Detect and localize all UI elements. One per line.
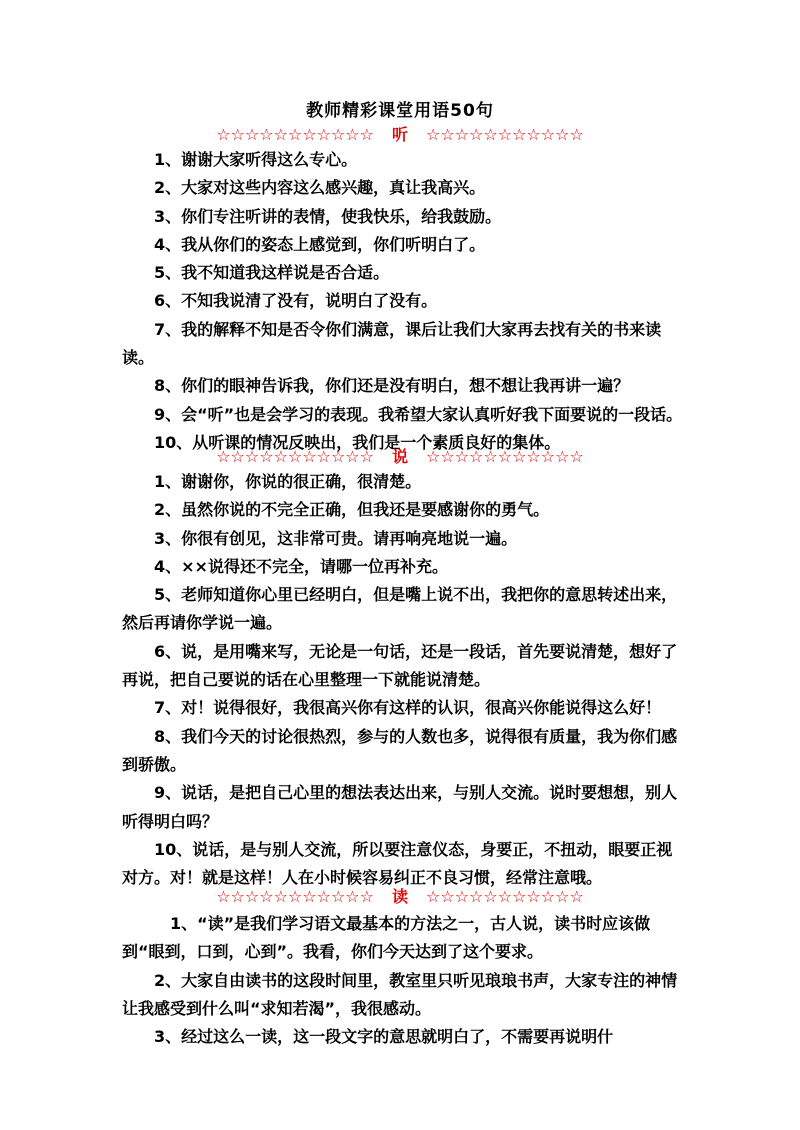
list-item: 5、我不知道我这样说是否合适。 <box>154 263 390 283</box>
list-item: 7、对！说得很好，我很高兴你有这样的认识，很高兴你能说得这么好！ <box>154 698 662 718</box>
section-header-speak <box>0 444 800 467</box>
list-item: 2、大家对这些内容这么感兴趣，真让我高兴。 <box>154 178 486 198</box>
section-body-speak <box>122 468 688 892</box>
list-item: 8、我们今天的讨论很热烈，参与的人数也多，说得很有质量，我为你们感到骄傲。 <box>122 726 678 774</box>
list-item: 8、你们的眼神告诉我，你们还是没有明白，想不想让我再讲一遍？ <box>154 376 630 396</box>
list-item: 9、说话，是把自己心里的想法表达出来，与别人交流。说时要想想，别人听得明白吗？ <box>122 783 678 831</box>
document-title: 教师精彩课堂用语50句 <box>306 101 494 121</box>
list-item: 4、××说得还不完全，请哪一位再补充。 <box>154 556 448 576</box>
stars-left: ☆☆☆☆☆☆☆☆☆☆☆ <box>216 887 374 906</box>
list-item: 5、老师知道你心里已经明白，但是嘴上说不出，我把你的意思转述出来，然后再请你学说一遍。 <box>122 585 678 633</box>
section-body-read <box>122 910 688 1051</box>
list-item: 10、说话，是与别人交流，所以要注意仪态，身要正，不扭动，眼要正视对方。对！就是这样！人在小时候容易纠正不良习惯，经常注意哦。 <box>122 839 673 888</box>
list-item: 3、你很有创见，这非常可贵。请再响亮地说一遍。 <box>154 528 518 548</box>
section-header-listen <box>0 122 800 145</box>
list-item: 2、虽然你说的不完全正确，但我还是要感谢你的勇气。 <box>154 500 550 520</box>
stars-right: ☆☆☆☆☆☆☆☆☆☆☆ <box>426 887 584 906</box>
section-name: 读 <box>391 887 408 906</box>
list-item: 6、不知我说清了没有，说明白了没有。 <box>154 291 438 311</box>
list-item: 3、经过这么一读，这一段文字的意思就明白了，不需要再说明什 <box>154 1027 614 1047</box>
list-item: 1、“读”是我们学习语文最基本的方法之一，古人说，读书时应该做到“眼到，口到，心到”。我看，你们今天达到了这个要求。 <box>122 914 651 962</box>
stars-left: ☆☆☆☆☆☆☆☆☆☆☆ <box>216 125 374 144</box>
section-name: 说 <box>391 447 408 466</box>
list-item: 1、谢谢大家听得这么专心。 <box>154 150 358 169</box>
stars-right: ☆☆☆☆☆☆☆☆☆☆☆ <box>426 447 584 466</box>
list-item: 9、会“听”也是会学习的表现。我希望大家认真听好我下面要说的一段话。 <box>154 404 683 424</box>
list-item: 1、谢谢你，你说的很正确，很清楚。 <box>154 472 422 491</box>
section-name: 听 <box>391 125 408 144</box>
list-item: 7、我的解释不知是否令你们满意，课后让我们大家再去找有关的书来读读。 <box>122 319 662 368</box>
list-item: 4、我从你们的姿态上感觉到，你们听明白了。 <box>154 234 486 254</box>
section-body-listen <box>122 146 688 457</box>
list-item: 2、大家自由读书的这段时间里，教室里只听见琅琅书声，大家专注的神情让我感受到什么叫“求知若渴”，我很感动。 <box>122 970 678 1018</box>
stars-right: ☆☆☆☆☆☆☆☆☆☆☆ <box>426 125 584 144</box>
list-item: 3、你们专注听讲的表情，使我快乐，给我鼓励。 <box>154 206 502 226</box>
list-item: 6、说，是用嘴来写，无论是一句话，还是一段话，首先要说清楚，想好了再说，把自己要说的话在心里整理一下就能说清楚。 <box>122 641 678 690</box>
section-header-read <box>0 884 800 907</box>
stars-left: ☆☆☆☆☆☆☆☆☆☆☆ <box>216 447 374 466</box>
list-item: 10、从听课的情况反映出，我们是一个素质良好的集体。 <box>154 432 561 452</box>
